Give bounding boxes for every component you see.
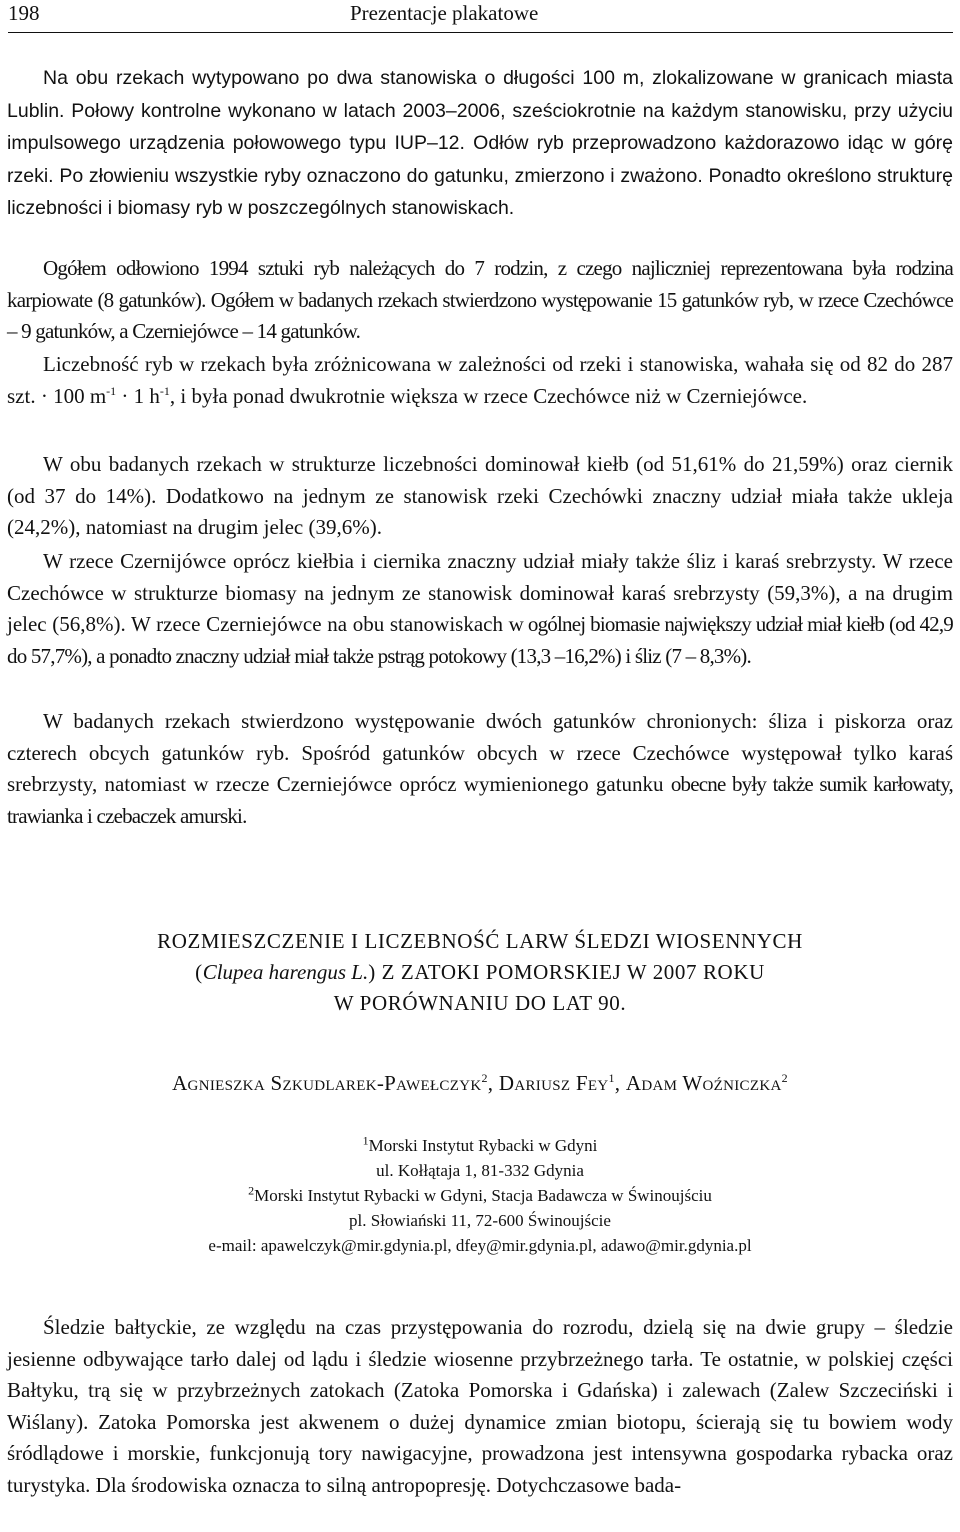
body-paragraph-abundance (7, 349, 953, 412)
abundance-text-mid: · 1 h (116, 383, 160, 408)
title-open-paren: ( (195, 960, 203, 984)
affiliation-2-address: pl. Słowiański 11, 72-600 Świnoujście (349, 1211, 611, 1230)
author-name: Adam Woźniczka (625, 1071, 782, 1095)
unit-superscript-m: -1 (106, 383, 117, 398)
body-paragraph-protected-species (7, 706, 953, 832)
author-affiliation-mark: 2 (781, 1071, 788, 1085)
author-name: Dariusz Fey (498, 1071, 609, 1095)
author-affiliation-mark: 2 (481, 1071, 488, 1085)
affiliation-mark: 2 (248, 1183, 255, 1198)
author-name: Agnieszka Szkudlarek-Pawełczyk (172, 1071, 482, 1095)
protected-species-text-start: W badanych rzekach stwierdzono występowanie dwóch gatunków chronionych: śliza i piskorza oraz czterech obcych gatunków ryb. Spośród gatunków obcych w rzece Czechówce występował tylko karaś srebrzysty, natomiast w rzecze Czerniejówce oprócz wymienionego gatunku (7, 709, 953, 796)
affiliations (0, 1133, 960, 1258)
affiliation-2 (0, 1183, 960, 1208)
article-title (0, 926, 960, 1019)
affiliation-1-address: ul. Kołłątaja 1, 81-332 Gdynia (376, 1161, 584, 1180)
article-title-line-2-rest: ) Z ZATOKI POMORSKIEJ W 2007 ROKU (368, 960, 765, 984)
article-title-line-2 (0, 957, 960, 988)
affiliation-mark: 1 (362, 1133, 369, 1148)
affiliation-1-name: Morski Instytut Rybacki w Gdyni (368, 1136, 598, 1155)
contact-emails: e-mail: apawelczyk@mir.gdynia.pl, dfey@mir.gdynia.pl, adawo@mir.gdynia.pl (208, 1236, 752, 1255)
abundance-text-end: , i była ponad dwukrotnie większa w rzece Czechówce niż w Czerniejówce. (169, 383, 808, 408)
author-list: Agnieszka Szkudlarek-Pawełczyk$^2$, Dariusz Fey$^1$, Adam Woźniczka$^2$ (172, 1071, 788, 1095)
body-paragraph-results: Ogółem odłowiono 1994 sztuki ryb należących do 7 rodzin, z czego najliczniej reprezentowana była rodzina karpiowate (8 gatunków). Ogółem w badanych rzekach stwierdzono występowanie 15 gatunków ryb, w rzece Czechówce – 9 gatunków, a Czerniejówce – 14 gatunków. (7, 256, 953, 343)
body-paragraph-methods (7, 62, 953, 225)
body-paragraph-dominance: W obu badanych rzekach w strukturze liczebności dominował kiełb (od 51,61% do 21,59%) oraz ciernik (od 37 do 14%). Dodatkowo na jednym ze stanowisk rzeki Czechówki znaczny udział miała także ukleja (24,2%), natomiast na drugim jelec (39,6%). (7, 452, 953, 539)
abstract-paragraph: Śledzie bałtyckie, ze względu na czas przystępowania do rozrodu, dzielą się na dwie grupy – śledzie jesienne odbywające tarło dalej od lądu i śledzie wiosenne przybrzeżnego tarła. Te ostatnie, w polskiej części Bałtyku, trą się w przybrzeżnych zatokach (Zatoka Pomorska i Gdańska) i zalewach (Zalew Szczeciński i Wiślany). Zatoka Pomorska jest akwenem o dużej dynamice zmian biotopu, ścierają się tu bowiem wody śródlądowe i morskie, funkcjonują tory nawigacyjne, prowadzona jest intensywna gospodarka rybacka oraz turystyka. Dla środowiska oznacza to silną antropopresję. Dotychczasowe bada- (7, 1315, 953, 1497)
protected-species-text-end: obecne były także sumik karłowaty, trawianka i czebaczek amurski. (7, 772, 954, 828)
header-rule (8, 32, 953, 33)
body-paragraph-methods-text: Na obu rzekach wytypowano po dwa stanowiska o długości 100 m, zlokalizowane w granicach miasta Lublin. Połowy kontrolne wykonano w latach 2003–2006, sześciokrotnie na każdym stanowisku, przy użyciu impulsowego urządzenia połowowego typu IUP–12. Odłów ryb przeprowadzono każdorazowo idąc w górę rzeki. Po złowieniu wszystkie ryby oznaczono do gatunku, zmierzono i zważono. Ponadto określono strukturę liczebności i biomasy ryb w poszczególnych stanowiskach. (7, 67, 953, 219)
page-number: 198 (8, 1, 40, 25)
species-name: Clupea harengus L. (202, 960, 369, 984)
affiliation-2-name: Morski Instytut Rybacki w Gdyni, Stacja Badawcza w Świnoujściu (254, 1186, 712, 1205)
body-paragraph-biomass (7, 546, 953, 672)
biomass-text-end: w ogólnej biomasie największy udział miał kiełb (od 42,9 do 57,7%), a ponadto znaczny udział miał także pstrąg potokowy (13,3 –16,2%) i śliz (7 – 8,3%). (7, 612, 953, 668)
author-affiliation-mark: 1 (608, 1071, 615, 1085)
biomass-text-start: W rzece Czernijówce oprócz kiełbia i ciernika znaczny udział miały także śliz i karaś srebrzysty. W rzece Czechówce w strukturze biomasy na jednym ze stanowisk dominował karaś srebrzysty (59,3%), a na drugim jelec (56,8%). W rzece Czerniejówce na obu stanowiskach (7, 549, 953, 636)
abundance-text-start: Liczebność ryb w rzekach była zróżnicowana w zależności od rzeki i stanowiska, wahała się od 82 do 287 szt. · 100 m (7, 352, 953, 408)
page-header (0, 0, 960, 34)
running-head: Prezentacje plakatowe (350, 1, 539, 25)
article-title-line-3: W PORÓWNANIU DO LAT 90. (333, 991, 627, 1015)
article-title-line-1: ROZMIESZCZENIE I LICZEBNOŚĆ LARW ŚLEDZI WIOSENNYCH (157, 929, 803, 953)
affiliation-1 (0, 1133, 960, 1158)
unit-superscript-h: -1 (159, 383, 170, 398)
